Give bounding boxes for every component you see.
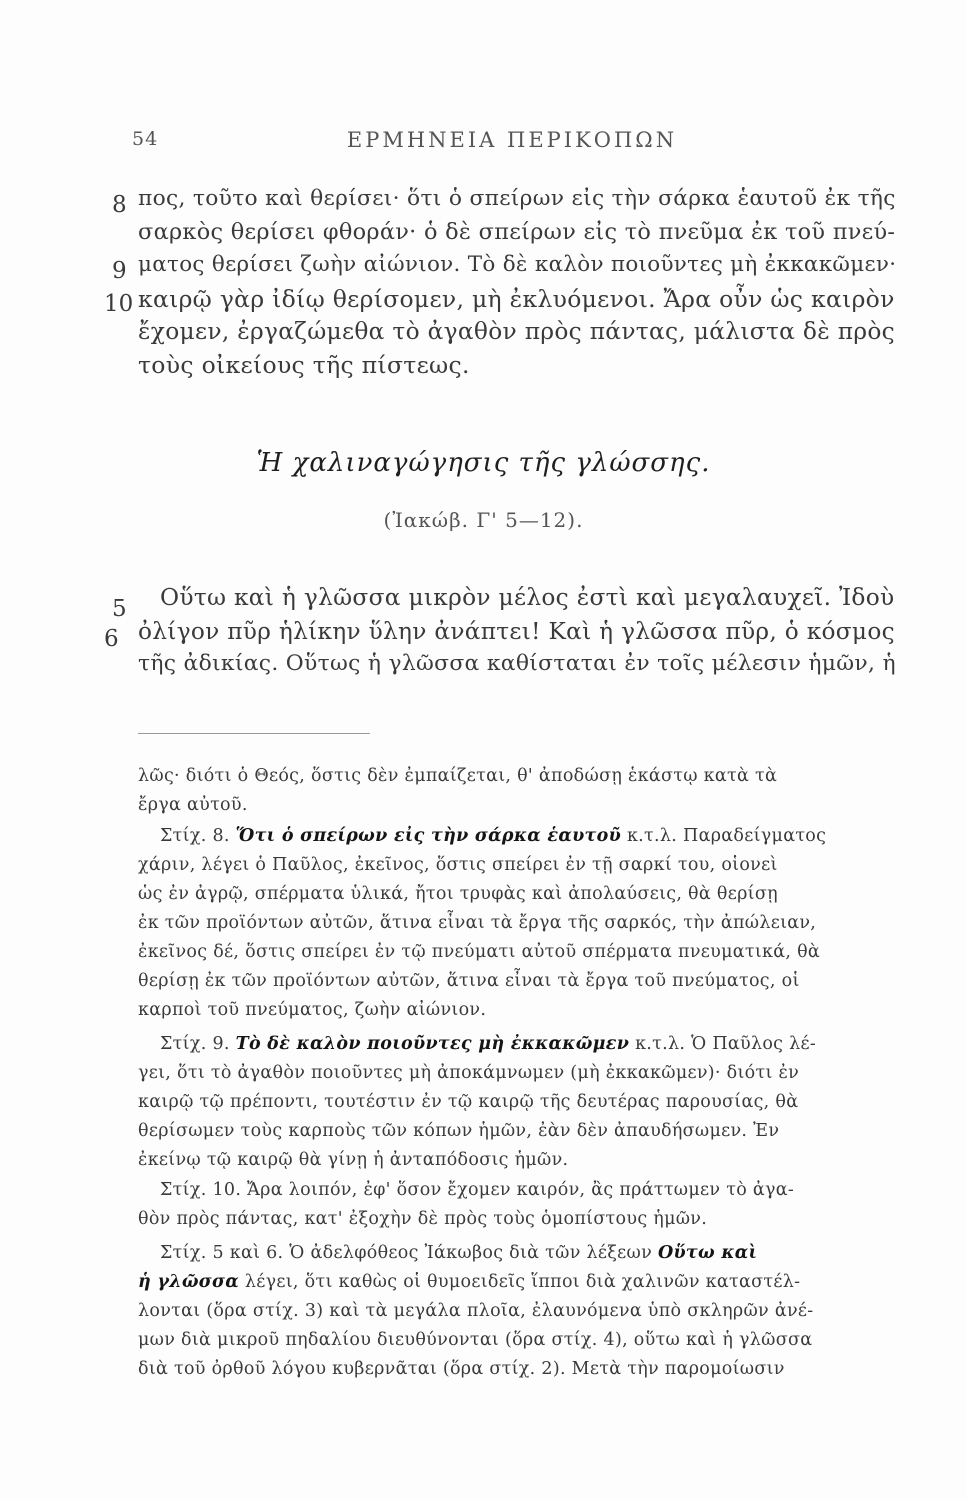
note-quote: Οὕτω καὶ — [657, 1243, 758, 1263]
footnote-line: Στίχ. 10. Ἄρα λοιπόν, ἐφ' ὅσον ἔχομεν καιρόν, ἂς πράττωμεν τὸ ἀγα- — [160, 1180, 795, 1200]
footnote-line: ἐκείνῳ τῷ καιρῷ θὰ γίνῃ ἡ ἀνταπόδοσις ἡμῶν. — [138, 1150, 569, 1170]
text-line: σαρκὸς θερίσει φθοράν· ὁ δὲ σπείρων εἰς τὸ πνεῦμα ἐκ τοῦ πνεύ- — [138, 219, 896, 245]
note-quote: ἡ γλῶσσα — [138, 1272, 239, 1292]
text-line: τῆς ἀδικίας. Οὕτως ἡ γλῶσσα καθίσταται ἐν τοῖς μέλεσιν ἡμῶν, ἡ — [138, 651, 896, 676]
text-line: τοὺς οἰκείους τῆς πίστεως. — [138, 351, 470, 379]
note-quote: Ὅτι ὁ σπείρων εἰς τὴν σάρκα ἑαυτοῦ — [235, 826, 622, 846]
footnote-line: θὸν πρὸς πάντας, κατ' ἐξοχὴν δὲ πρὸς τοὺς ὁμοπίστους ἡμῶν. — [138, 1209, 708, 1229]
text-line: καιρῷ γὰρ ἰδίῳ θερίσομεν, μὴ ἐκλυόμενοι. Ἄρα οὖν ὡς καιρὸν — [138, 285, 895, 313]
footnote-line: μων διὰ μικροῦ πηδαλίου διευθύνονται (ὅρα στίχ. 4), οὕτω καὶ ἡ γλῶσσα — [138, 1330, 813, 1350]
note-text: Ὁ ἀδελφόθεος Ἰάκωβος διὰ τῶν λέξεων — [289, 1243, 653, 1263]
note-label: Στίχ. 5 καὶ 6. — [160, 1243, 284, 1263]
text-line: Οὕτω καὶ ἡ γλῶσσα μικρὸν μέλος ἐστὶ καὶ μεγαλαυχεῖ. Ἰδοὺ — [160, 584, 895, 611]
footnote-line: καιρῷ τῷ πρέποντι, τουτέστιν ἐν τῷ καιρῷ τῆς δευτέρας παρουσίας, θὰ — [138, 1092, 799, 1112]
footnote-line: λῶς· διότι ὁ Θεός, ὅστις δὲν ἐμπαίζεται, θ' ἀποδώσῃ ἑκάστῳ κατὰ τὰ — [138, 766, 778, 786]
note-etc: κ.τ.λ. — [626, 826, 678, 846]
note-text: Ὁ Παῦλος λέ- — [691, 1034, 817, 1054]
footnote-line: καρποὶ τοῦ πνεύματος, ζωὴν αἰώνιον. — [138, 1000, 487, 1020]
text-line: πος, τοῦτο καὶ θερίσει· ὅτι ὁ σπείρων εἰς τὴν σάρκα ἑαυτοῦ ἐκ τῆς — [138, 186, 896, 211]
footnote-line: ἔργα αὐτοῦ. — [138, 795, 248, 815]
footnote-note-8 — [160, 826, 826, 846]
note-text: λέγει, ὅτι καθὼς οἱ θυμοειδεῖς ἵπποι διὰ χαλινῶν καταστέλ- — [244, 1272, 801, 1292]
verse-number: 5 — [112, 596, 127, 622]
footnote-line: ὡς ἐν ἀγρῷ, σπέρματα ὑλικά, ἤτοι τρυφὰς καὶ ἀπολαύσεις, θὰ θερίσῃ — [138, 884, 778, 904]
note-text: Παραδείγματος — [683, 826, 827, 846]
note-quote: Τὸ δὲ καλὸν ποιοῦντες μὴ ἐκκακῶμεν — [235, 1034, 630, 1054]
text-line: ἔχομεν, ἐργαζώμεθα τὸ ἀγαθὸν πρὸς πάντας, μάλιστα δὲ πρὸς — [138, 318, 895, 345]
verse-number: 10 — [104, 291, 134, 317]
footnote-line: χάριν, λέγει ὁ Παῦλος, ἐκεῖνος, ὅστις σπείρει ἐν τῇ σαρκί του, οἱονεὶ — [138, 855, 778, 875]
note-label: Στίχ. 9. — [160, 1034, 230, 1054]
footnote-line: γει, ὅτι τὸ ἀγαθὸν ποιοῦντες μὴ ἀποκάμνωμεν (μὴ ἐκκακῶμεν)· διότι ἐν — [138, 1063, 800, 1083]
footnote-note-9 — [160, 1034, 816, 1054]
text-line: ματος θερίσει ζωὴν αἰώνιον. Τὸ δὲ καλὸν ποιοῦντες μὴ ἐκκακῶμεν· — [138, 252, 897, 277]
footnote-line: ἐκ τῶν προϊόντων αὐτῶν, ἅτινα εἶναι τὰ ἔργα τῆς σαρκός, τὴν ἀπώλειαν, — [138, 913, 817, 933]
footnote-note-5-6 — [160, 1243, 757, 1263]
section-reference: (Ἰακώβ. Γ' 5—12). — [383, 508, 584, 532]
footnote-line: ἐκεῖνος δέ, ὅστις σπείρει ἐν τῷ πνεύματι αὐτοῦ σπέρματα πνευματικά, θὰ — [138, 942, 821, 962]
note-label: Στίχ. 8. — [160, 826, 230, 846]
verse-number: 8 — [112, 192, 127, 218]
text-line: ὀλίγον πῦρ ἡλίκην ὕλην ἀνάπτει! Καὶ ἡ γλῶσσα πῦρ, ὁ κόσμος — [138, 618, 895, 645]
footnote-line — [138, 1272, 800, 1292]
footnote-line: διὰ τοῦ ὀρθοῦ λόγου κυβερνᾶται (ὅρα στίχ. 2). Μετὰ τὴν παρομοίωσιν — [138, 1359, 785, 1379]
footnote-line: λονται (ὅρα στίχ. 3) καὶ τὰ μεγάλα πλοῖα, ἐλαυνόμενα ὑπὸ σκληρῶν ἀνέ- — [138, 1301, 814, 1321]
footnote-line: θερίσῃ ἐκ τῶν προϊόντων αὐτῶν, ἅτινα εἶναι τὰ ἔργα τοῦ πνεύματος, οἱ — [138, 971, 800, 991]
page-number: 54 — [132, 128, 159, 150]
note-etc: κ.τ.λ. — [635, 1034, 686, 1054]
verse-number: 9 — [112, 258, 127, 284]
footnote-line: θερίσωμεν τοὺς καρποὺς τῶν κόπων ἡμῶν, ἐὰν δὲν ἀπαυδήσωμεν. Ἐν — [138, 1121, 780, 1141]
footnote-rule — [138, 733, 370, 734]
verse-number: 6 — [104, 626, 119, 652]
page-header — [132, 128, 892, 158]
section-title: Ἡ χαλιναγώγησις τῆς γλώσσης. — [256, 448, 711, 478]
running-title: ΕΡΜΗΝΕΙΑ ΠΕΡΙΚΟΠΩΝ — [346, 128, 678, 152]
